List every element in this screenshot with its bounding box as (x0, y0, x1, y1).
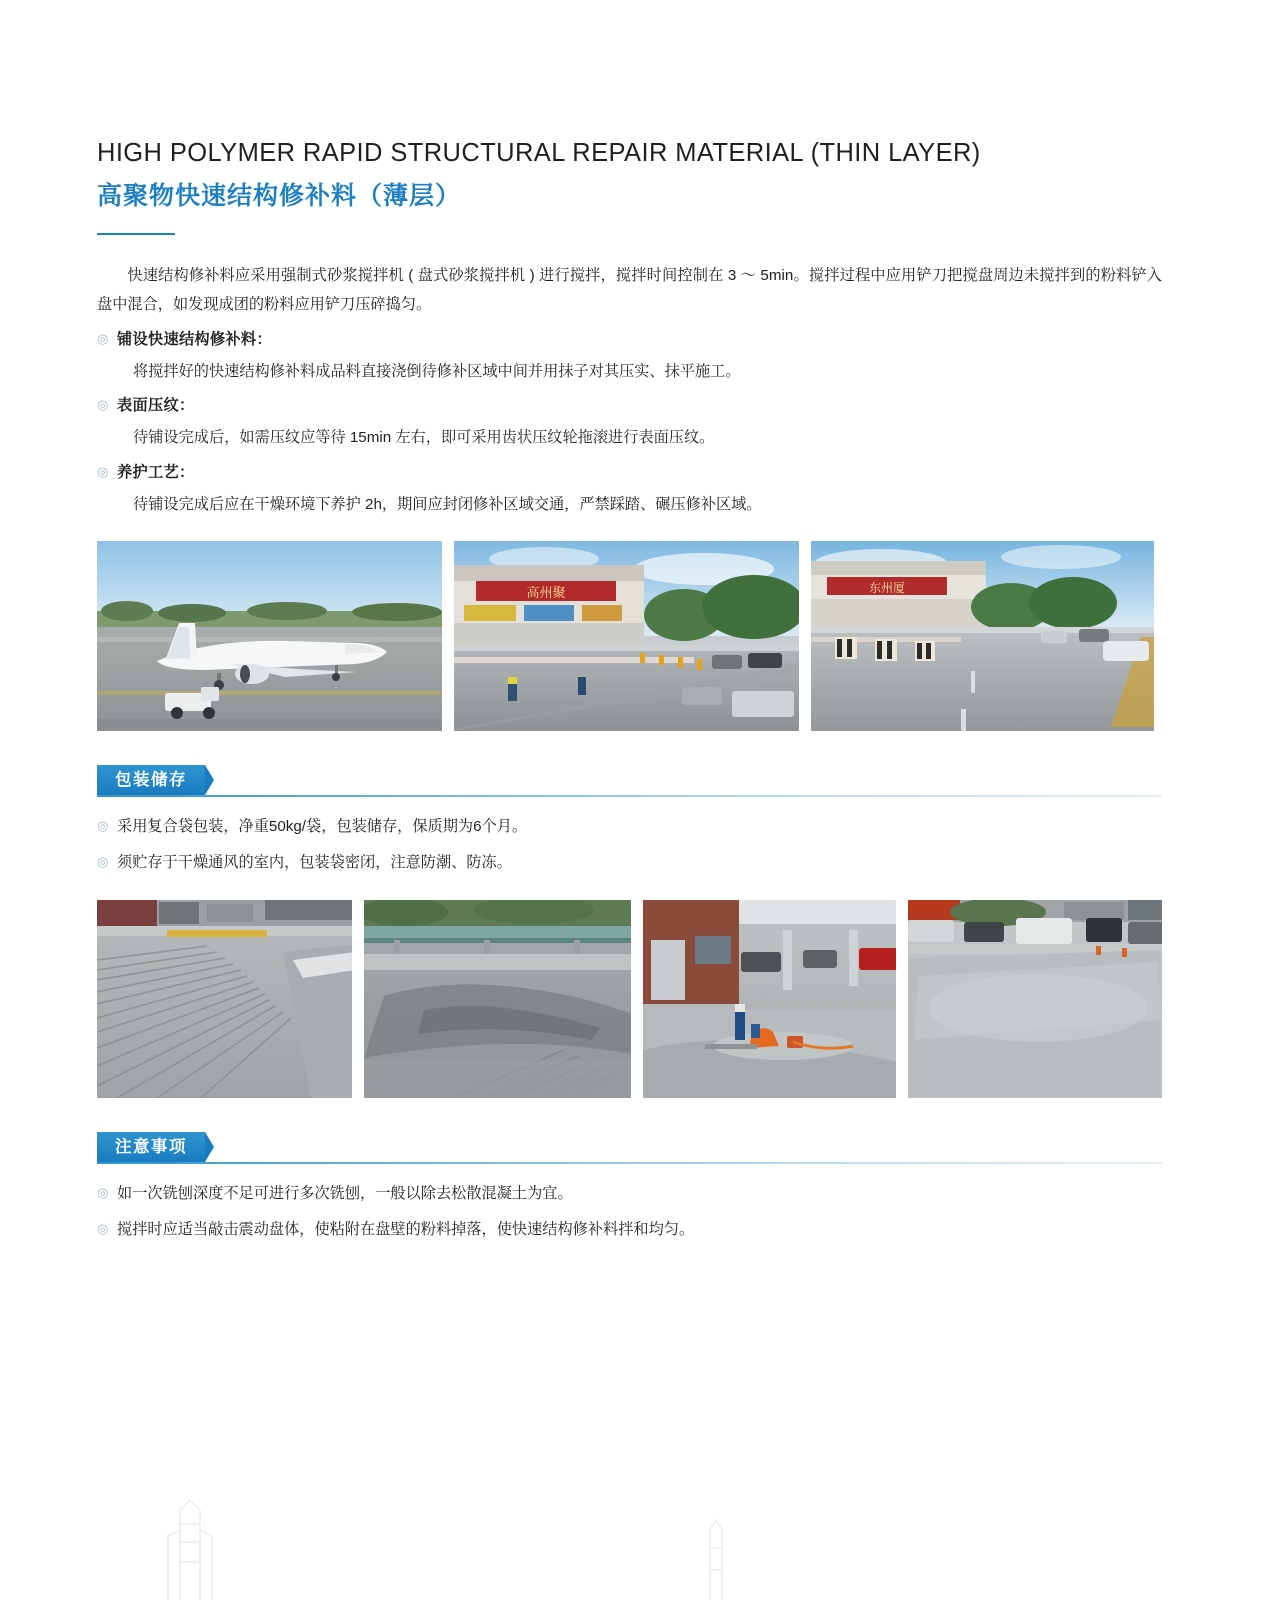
step-item (97, 392, 1162, 421)
section-underline (97, 1162, 1162, 1164)
step-detail: 将搅拌好的快速结构修补料成品料直接浇倒待修补区域中间并用抹子对其压实、抹平施工。 (133, 362, 741, 380)
page-content (97, 138, 1162, 1245)
photo-damaged-road-beside-guardrail (364, 900, 631, 1098)
page-title-english: HIGH POLYMER RAPID STRUCTURAL REPAIR MATERIAL (THIN LAYER) (97, 139, 981, 167)
airport-apron-image (97, 541, 442, 731)
step-item (97, 326, 1162, 355)
photo-street-shopfront-road (454, 541, 799, 731)
bullet-marker-icon: ◎ (97, 397, 109, 413)
svg-text:东州厦: 东州厦 (868, 581, 906, 596)
photo-finished-smooth-pavement (908, 900, 1162, 1098)
section-header-precautions (97, 1132, 1162, 1162)
street-shopfront-image (454, 541, 799, 731)
section-header-packaging-storage (97, 765, 1162, 795)
page-title-chinese: 高聚物快速结构修补料（薄层） (97, 181, 462, 210)
packaging-storage-list (97, 813, 1162, 878)
step-detail: 待铺设完成后应在干燥环境下养护 2h，期间应封闭修补区域交通，严禁踩踏、碾压修补区域。 (133, 495, 762, 513)
precautions-list (97, 1180, 1162, 1245)
step-heading: 表面压纹： (117, 397, 195, 415)
list-item-text: 须贮存于干燥通风的室内，包装袋密闭，注意防潮、防冻。 (117, 854, 512, 872)
list-item-text: 如一次铣刨深度不足可进行多次铣刨，一般以除去松散混凝土为宜。 (117, 1185, 573, 1203)
section-tab-label: 包装储存 (97, 765, 205, 795)
list-item-text: 搅拌时应适当敲击震动盘体，使粘附在盘壁的粉料掉落，使快速结构修补料拌和均匀。 (117, 1221, 695, 1239)
step-heading: 铺设快速结构修补料： (117, 330, 272, 348)
photo-repaired-road-with-cones (811, 541, 1154, 731)
list-item-text: 采用复合袋包装，净重50kg/袋，包装储存，保质期为6个月。 (117, 818, 528, 836)
bullet-marker-icon: ◎ (97, 463, 109, 479)
damaged-road-image (364, 900, 631, 1098)
bullet-marker-icon: ◎ (97, 1185, 109, 1201)
section-tab-label: 注意事项 (97, 1132, 205, 1162)
grooved-pavement-image (97, 900, 352, 1098)
watermark-towers-icon (150, 1490, 750, 1600)
list-item (97, 813, 1162, 842)
bullet-marker-icon: ◎ (97, 854, 109, 870)
repaired-road-image (811, 541, 1154, 731)
bullet-marker-icon: ◎ (97, 1221, 109, 1237)
step-heading: 养护工艺： (117, 463, 195, 481)
finished-pavement-image (908, 900, 1162, 1098)
gallery-top (97, 541, 1162, 731)
photo-grooved-concrete-pavement (97, 900, 352, 1098)
photo-workers-repairing-gas-station (643, 900, 896, 1098)
section-underline (97, 795, 1162, 797)
list-item (97, 849, 1162, 878)
step-item (97, 459, 1162, 488)
footer-watermark (150, 1490, 750, 1600)
svg-text:高州聚: 高州聚 (526, 586, 566, 602)
photo-airport-apron-aircraft (97, 541, 442, 731)
step-detail: 待铺设完成后，如需压纹应等待 15min 左右，即可采用齿状压纹轮拖滚进行表面压纹。 (133, 429, 715, 447)
intro-paragraph: 快速结构修补料应采用强制式砂浆搅拌机 ( 盘式砂浆搅拌机 ) 进行搅拌，搅拌时间控制在 3 ～ 5min。搅拌过程中应用铲刀把搅盘周边未搅拌到的粉料铲入盘中混合，如发现成团的粉料应用铲刀压碎捣匀。 (97, 266, 1162, 314)
gallery-bottom (97, 900, 1162, 1098)
list-item (97, 1180, 1162, 1209)
bullet-marker-icon: ◎ (97, 818, 109, 834)
bullet-marker-icon: ◎ (97, 330, 109, 346)
gas-station-repair-image (643, 900, 896, 1098)
title-divider (97, 233, 175, 235)
list-item (97, 1216, 1162, 1245)
